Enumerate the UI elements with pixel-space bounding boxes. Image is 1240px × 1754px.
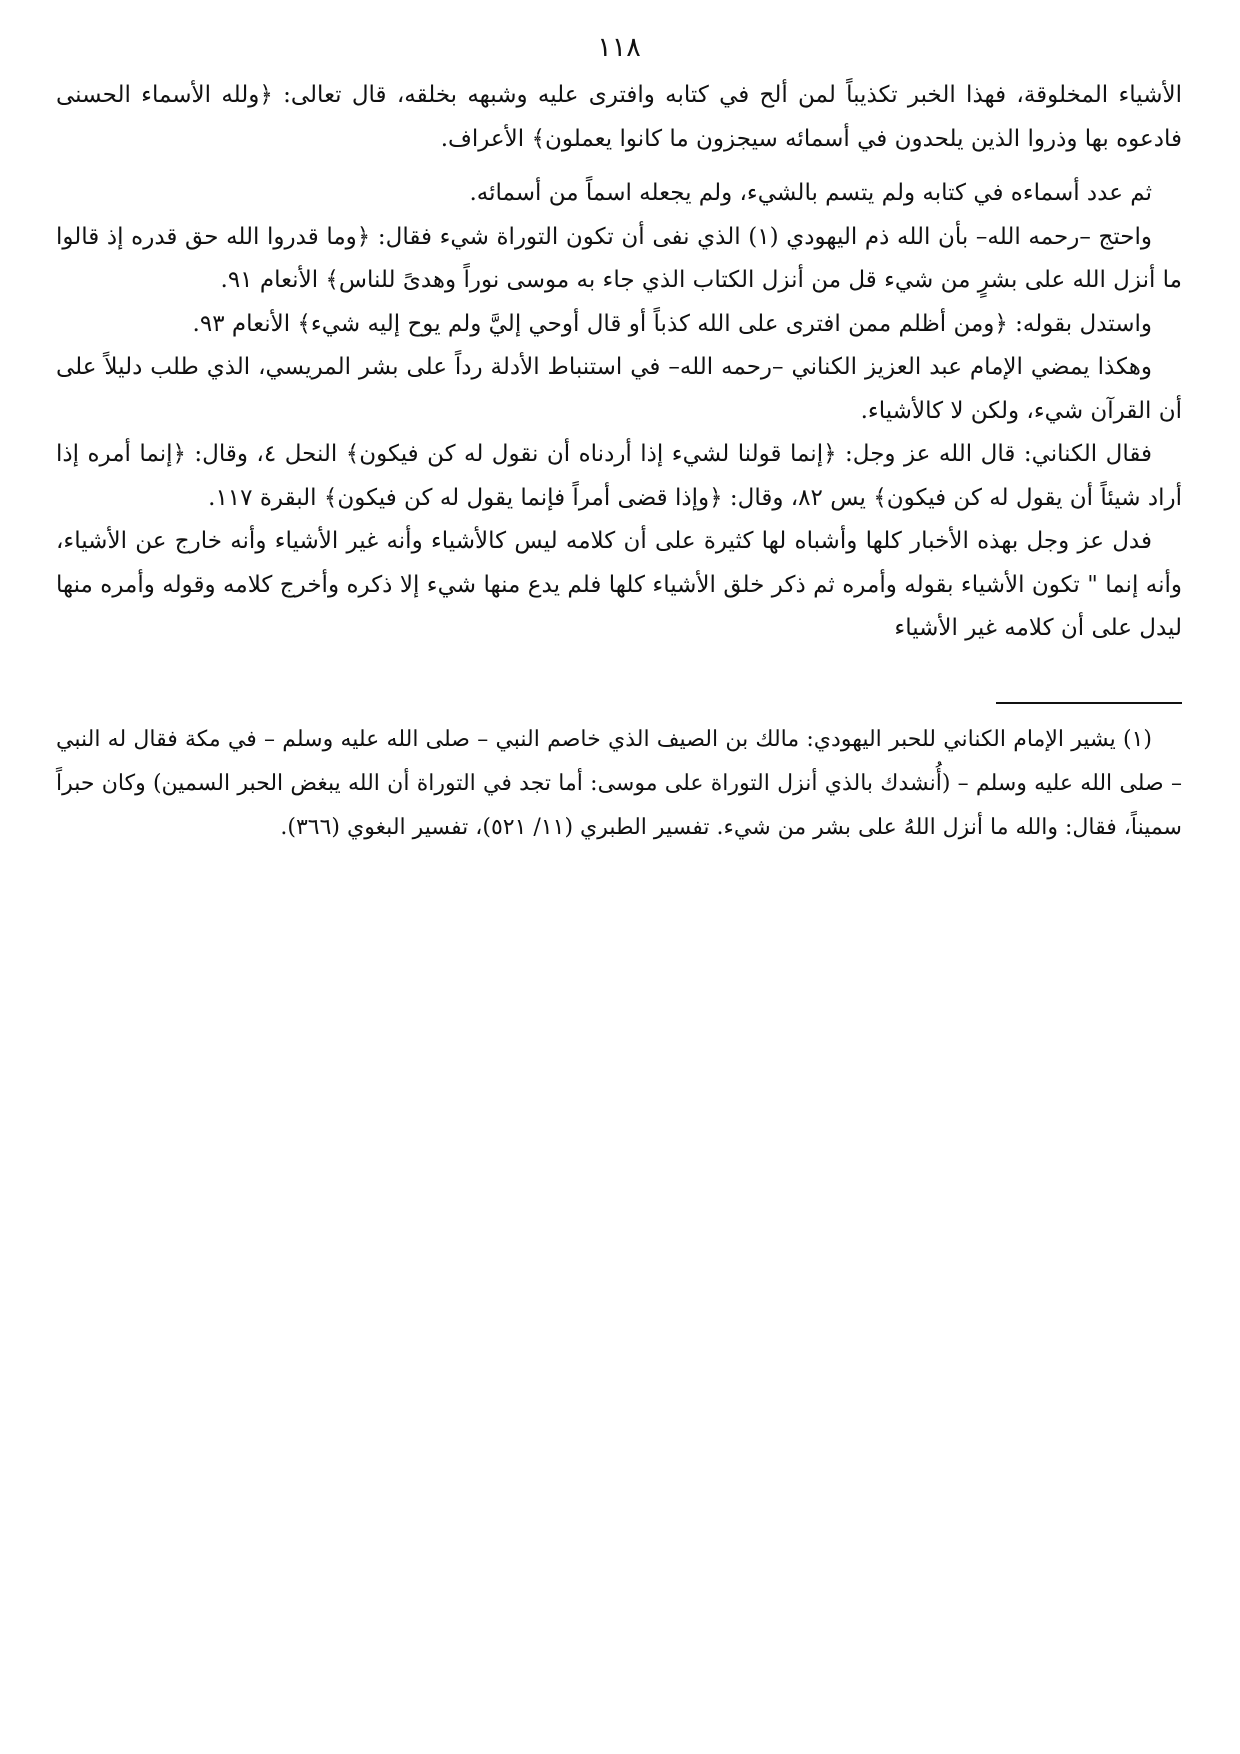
paragraph: فدل عز وجل بهذه الأخبار كلها وأشباه لها كثيرة على أن كلامه ليس كالأشياء وأنه غير الأشياء وأنه خارج عن الأشياء، وأنه إنما " تكون الأشياء بقوله وأمره ثم ذكر خلق الأشياء كلها فلم يدع منها شيء إلا ذكره وأخرج كلامه وقوله وأمره منها ليدل على أن كلامه غير الأشياء — [56, 528, 1182, 641]
footnote-separator — [996, 702, 1182, 704]
footnote: (١) يشير الإمام الكناني للحبر اليهودي: مالك بن الصيف الذي خاصم النبي – صلى الله عليه وسلم – في مكة فقال له النبي – صلى الله عليه وسلم – (أُنشدك بالذي أنزل التوراة على موسى: أما تجد في التوراة أن الله يبغض الحبر السمين) وكان حبراً سميناً، فقال: والله ما أنزل اللهُ على بشر من شيء. تفسير الطبري (١١/ ٥٢١)، تفسير البغوي (٣٦٦). — [56, 726, 1182, 840]
document-page — [56, 26, 1182, 850]
paragraph: الأشياء المخلوقة، فهذا الخبر تكذيباً لمن ألح في كتابه وافترى عليه وشبهه بخلقه، قال تعالى: ﴿ولله الأسماء الحسنى فادعوه بها وذروا الذين يلحدون في أسمائه سيجزون ما كانوا يعملون﴾ الأعراف. — [56, 82, 1182, 152]
paragraph: ثم عدد أسماءه في كتابه ولم يتسم بالشيء، ولم يجعله اسماً من أسمائه. — [469, 180, 1152, 206]
paragraph: واحتج –رحمه الله– بأن الله ذم اليهودي (١) الذي نفى أن تكون التوراة شيء فقال: ﴿وما قدروا الله حق قدره إذ قالوا ما أنزل الله على بشرٍ من شيء قل من أنزل الكتاب الذي جاء به موسى نوراً وهدىً للناس﴾ الأنعام ٩١. — [56, 223, 1182, 293]
paragraph: واستدل بقوله: ﴿ومن أظلم ممن افترى على الله كذباً أو قال أوحي إليَّ ولم يوح إليه شيء﴾ الأنعام ٩٣. — [192, 310, 1152, 337]
page-number: ١١٨ — [597, 32, 641, 63]
paragraph: فقال الكناني: قال الله عز وجل: ﴿إنما قولنا لشيء إذا أردناه أن نقول له كن فيكون﴾ النحل ٤، وقال: ﴿إنما أمره إذا أراد شيئاً أن يقول له كن فيكون﴾ يس ٨٢، وقال: ﴿وإذا قضى أمراً فإنما يقول له كن فيكون﴾ البقرة ١١٧. — [56, 441, 1182, 511]
paragraph: وهكذا يمضي الإمام عبد العزيز الكناني –رحمه الله– في استنباط الأدلة رداً على بشر المريسي، الذي طلب دليلاً على أن القرآن شيء، ولكن لا كالأشياء. — [56, 354, 1182, 424]
body-text — [56, 74, 1182, 651]
